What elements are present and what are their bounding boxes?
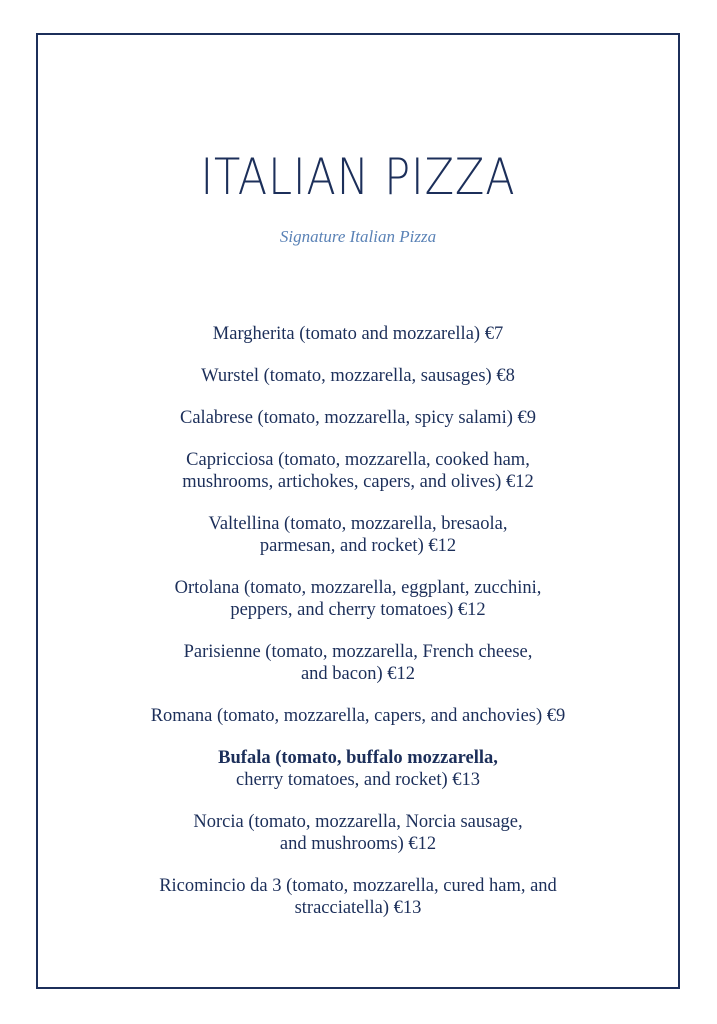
- menu-item-line: Margherita (tomato and mozzarella) €7: [212, 324, 504, 344]
- menu-item-ricomincio-da-3: [36, 875, 680, 919]
- menu-item-ortolana: [36, 577, 680, 621]
- menu-item-line: and bacon) €12: [300, 664, 416, 684]
- menu-item-line: stracciatella) €13: [294, 898, 422, 918]
- menu-item-valtellina: [36, 513, 680, 557]
- menu-subtitle: Signature Italian Pizza: [279, 227, 437, 246]
- menu-item-line: parmesan, and rocket) €12: [259, 536, 457, 556]
- menu-item-line: Bufala (tomato, buffalo mozzarella,: [218, 748, 498, 768]
- menu-item-line: Romana (tomato, mozzarella, capers, and anchovies) €9: [150, 706, 566, 726]
- menu-item-bufala: [36, 747, 680, 791]
- menu-item-norcia: [36, 811, 680, 855]
- menu-item-line: mushrooms, artichokes, capers, and olives) €12: [182, 472, 534, 492]
- menu-item-line: Ortolana (tomato, mozzarella, eggplant, zucchini,: [174, 578, 542, 598]
- menu-item-line: Valtellina (tomato, mozzarella, bresaola,: [208, 514, 508, 534]
- menu-item-line: cherry tomatoes, and rocket) €13: [235, 770, 480, 790]
- menu-item-parisienne: [36, 641, 680, 685]
- menu-item-line: Ricomincio da 3 (tomato, mozzarella, cured ham, and: [159, 876, 557, 896]
- menu-item-line: peppers, and cherry tomatoes) €12: [230, 600, 486, 620]
- menu-item-line: Calabrese (tomato, mozzarella, spicy salami) €9: [180, 408, 536, 428]
- menu-item-line: Parisienne (tomato, mozzarella, French cheese,: [183, 642, 533, 662]
- menu-title: ITALIAN PIZZA: [200, 148, 516, 206]
- menu-item-wurstel: [36, 365, 680, 387]
- menu-item-romana: [36, 705, 680, 727]
- menu-item-line: Wurstel (tomato, mozzarella, sausages) €8: [201, 366, 515, 386]
- menu-item-capricciosa: [36, 449, 680, 493]
- menu-item-margherita: [36, 323, 680, 345]
- menu-item-line: Norcia (tomato, mozzarella, Norcia sausage,: [193, 812, 523, 832]
- menu-item-line: and mushrooms) €12: [279, 834, 437, 854]
- menu-item-calabrese: [36, 407, 680, 429]
- pizza-menu-list: [36, 323, 680, 939]
- menu-item-line: Capricciosa (tomato, mozzarella, cooked ham,: [186, 450, 530, 470]
